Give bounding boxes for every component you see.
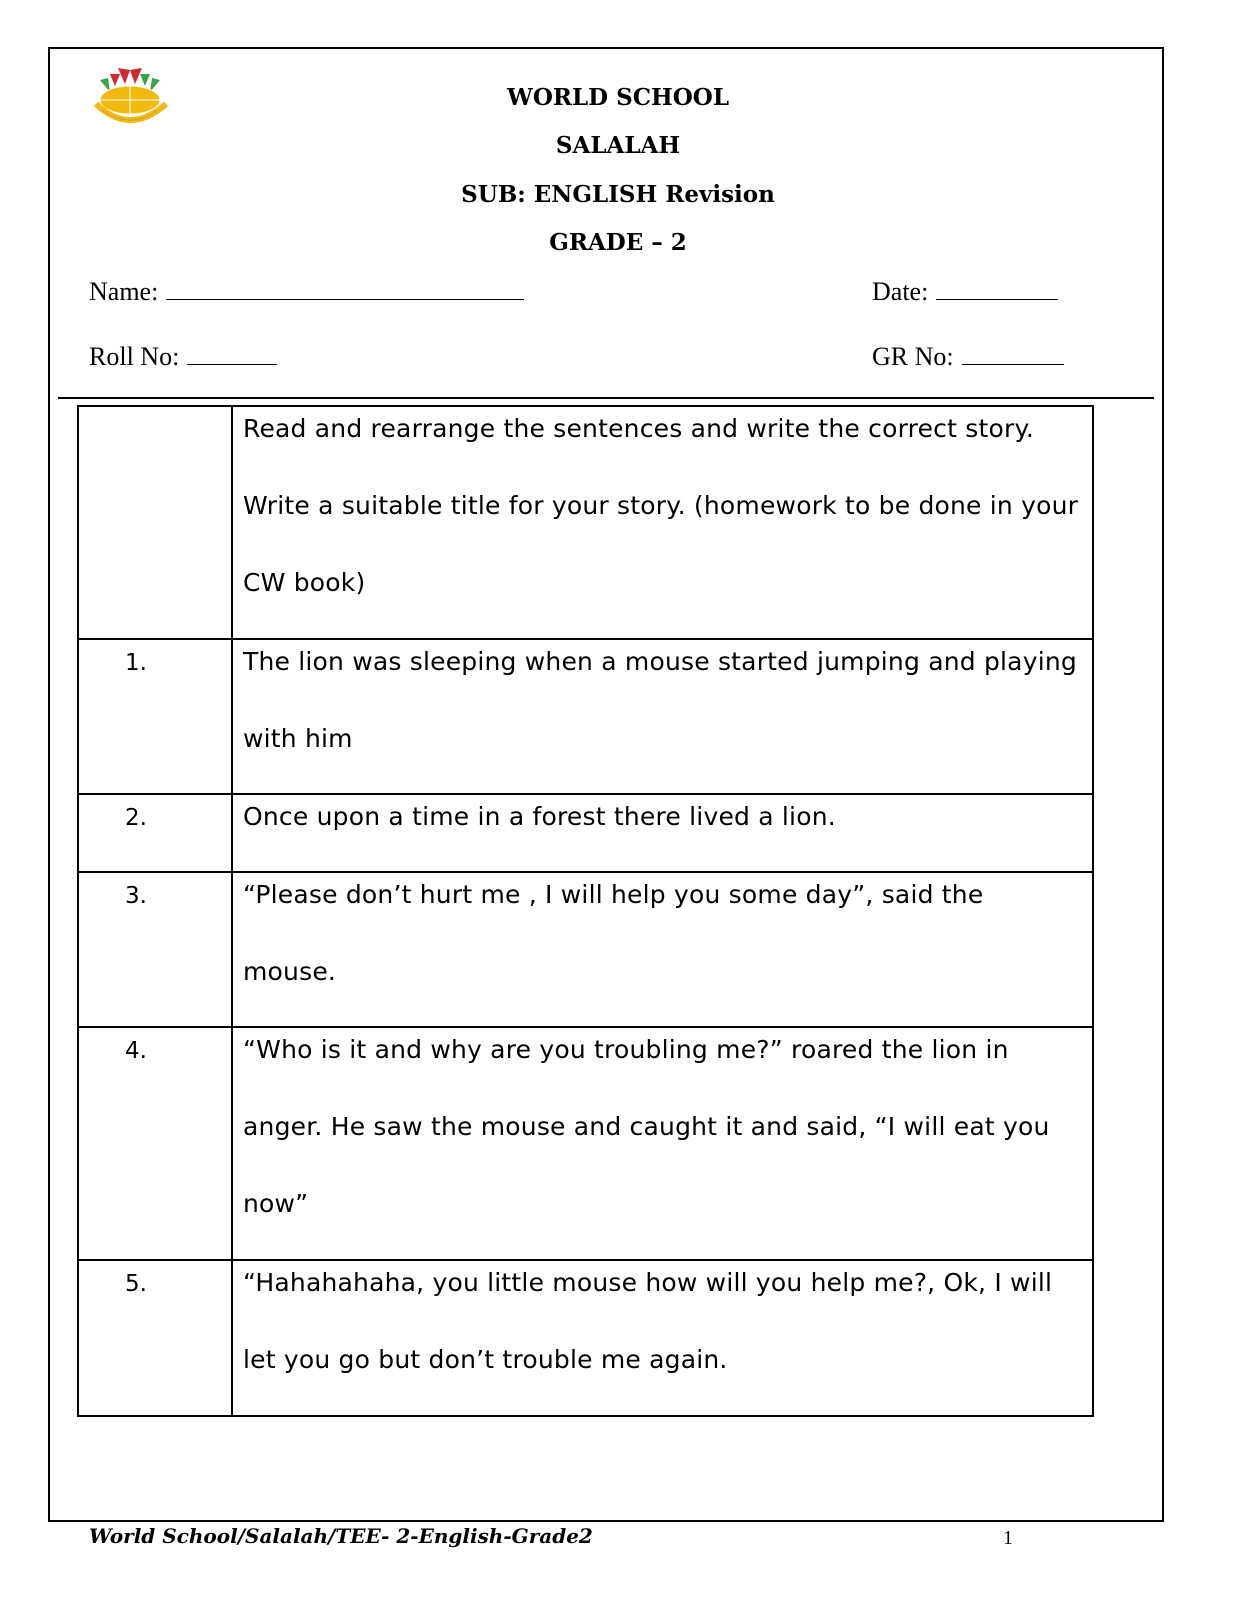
row-text: The lion was sleeping when a mouse started jumping and playing with him [243, 647, 1077, 753]
row-text-cell [232, 1260, 1093, 1416]
date-label: Date: [872, 277, 929, 306]
gr-blank[interactable] [962, 342, 1064, 365]
row-text: Once upon a time in a forest there lived a lion. [243, 802, 836, 831]
footer-label: World School/Salalah/TEE- 2-English-Grade2 [89, 1524, 593, 1548]
row-text-cell [232, 872, 1093, 1027]
school-name: WORLD SCHOOL [507, 84, 729, 111]
row-number: 4. [78, 1027, 232, 1260]
table-row [78, 1260, 1093, 1416]
school-city: SALALAH [555, 132, 681, 159]
table-row [78, 639, 1093, 794]
row-number: 2. [78, 794, 232, 872]
row-text: “Please don’t hurt me , I will help you some day”, said the mouse. [243, 880, 984, 986]
table-row [78, 1027, 1093, 1260]
name-field [89, 277, 524, 307]
row-text-cell [232, 1027, 1093, 1260]
date-blank[interactable] [936, 277, 1058, 300]
subject-title: SUB: ENGLISH Revision [461, 181, 775, 208]
row-text: “Hahahahaha, you little mouse how will you help me?, Ok, I will let you go but don’t trouble me again. [243, 1268, 1053, 1374]
row-text-cell [232, 639, 1093, 794]
instruction-row [78, 406, 1093, 639]
name-label: Name: [89, 277, 159, 306]
table-row [78, 872, 1093, 1027]
gr-field [872, 342, 1064, 372]
sentence-table [77, 405, 1094, 1417]
name-blank[interactable] [166, 277, 524, 300]
row-text: “Who is it and why are you troubling me?” roared the lion in anger. He saw the mouse and caught it and said, “I will eat you now” [243, 1035, 1050, 1218]
row-number: 5. [78, 1260, 232, 1416]
gr-label: GR No: [872, 342, 954, 371]
row-number: 3. [78, 872, 232, 1027]
instruction-num-cell [78, 406, 232, 639]
row-number: 1. [78, 639, 232, 794]
roll-blank[interactable] [187, 342, 277, 365]
grade-title: GRADE – 2 [549, 229, 687, 256]
page-number: 1 [1003, 1527, 1013, 1549]
instruction-cell [232, 406, 1093, 639]
instruction-text: Read and rearrange the sentences and write the correct story. Write a suitable title for your story. (homework to be done in your CW book) [243, 414, 1079, 597]
roll-label: Roll No: [89, 342, 180, 371]
date-field [872, 277, 1058, 307]
roll-field [89, 342, 277, 372]
